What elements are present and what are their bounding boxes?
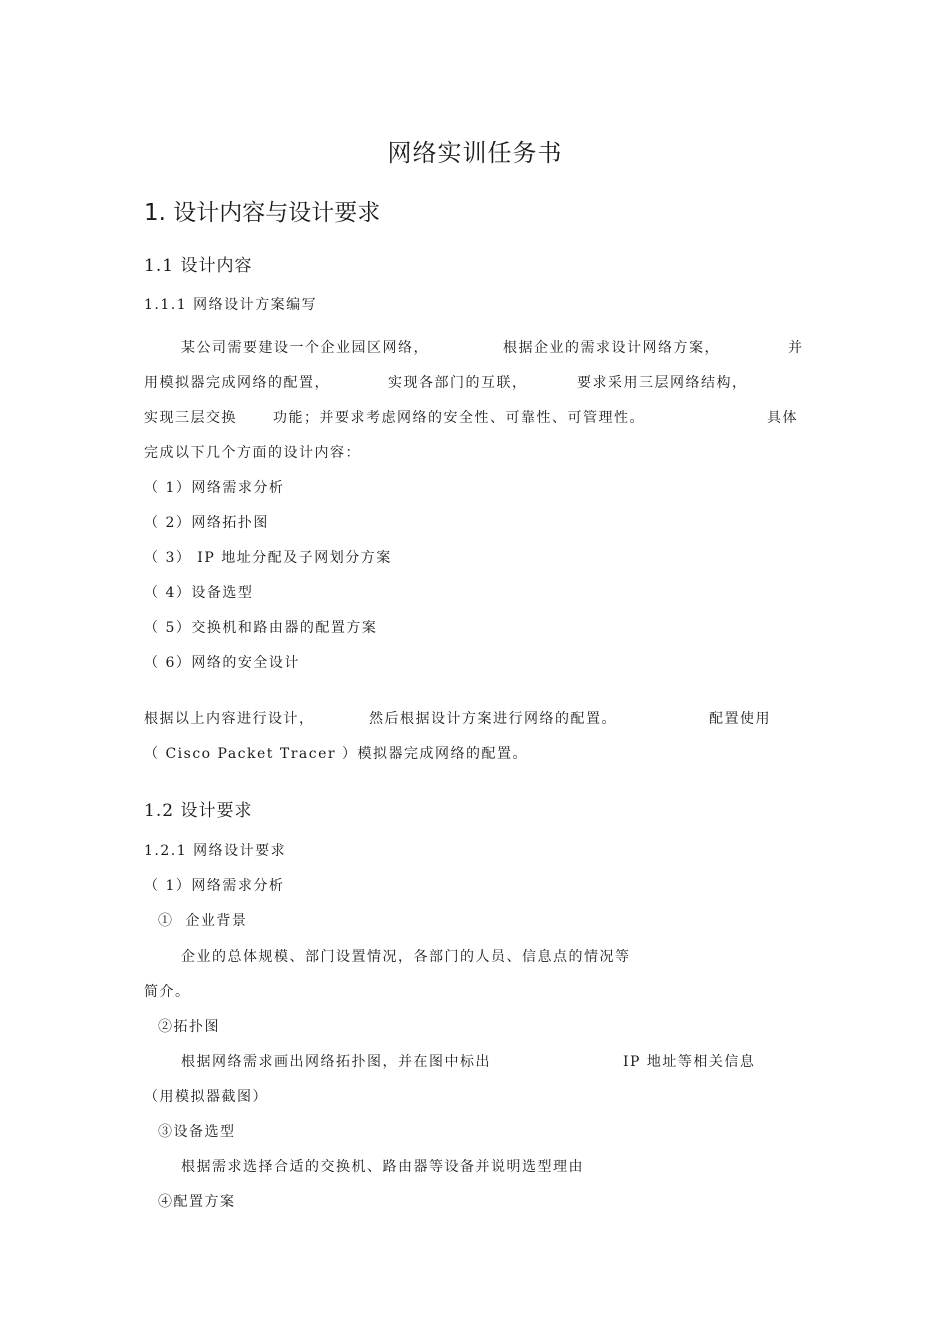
subsection-heading: 1.2 设计要求: [144, 801, 253, 821]
paragraph-line: 企业的总体规模、部门设置情况，各部门的人员、信息点的情况等: [181, 949, 631, 965]
subsubsection-heading: 1.1.1 网络设计方案编写: [144, 297, 318, 313]
paragraph-line: （ Cisco Packet Tracer ）模拟器完成网络的配置。: [144, 746, 529, 762]
paragraph-line: 根据以上内容进行设计，: [144, 711, 315, 727]
paragraph-line: （用模拟器截图）: [144, 1089, 268, 1105]
section-heading: 1. 设计内容与设计要求: [144, 200, 381, 226]
paragraph-line: 功能；并要求考虑网络的安全性、可靠性、可管理性。: [273, 410, 645, 426]
paragraph-line: 实现三层交换: [144, 410, 237, 426]
bullet-item: ②拓扑图: [158, 1019, 220, 1035]
list-item: （ 3） IP 地址分配及子网划分方案: [144, 550, 392, 566]
list-item: （ 1）网络需求分析: [144, 480, 285, 496]
list-item: （ 5）交换机和路由器的配置方案: [144, 620, 378, 636]
paragraph-line: 实现各部门的互联，: [388, 375, 528, 391]
list-item: （ 4）设备选型: [144, 585, 254, 601]
bullet-item: ③设备选型: [158, 1124, 236, 1140]
paragraph-line: 简介。: [144, 984, 191, 1000]
subsection-heading: 1.1 设计内容: [144, 256, 253, 276]
list-item: （ 6）网络的安全设计: [144, 655, 300, 671]
paragraph-line: 完成以下几个方面的设计内容：: [144, 445, 361, 461]
paragraph-line: 根据需求选择合适的交换机、路由器等设备并说明选型理由: [181, 1159, 584, 1175]
paragraph-line: 然后根据设计方案进行网络的配置。: [369, 711, 617, 727]
paragraph-line: 根据企业的需求设计网络方案，: [503, 340, 720, 356]
bullet-item: ① 企业背景: [158, 913, 248, 929]
subsubsection-heading: 1.2.1 网络设计要求: [144, 843, 287, 859]
paragraph-line: 要求采用三层网络结构，: [577, 375, 748, 391]
paragraph-line: 配置使用: [709, 711, 771, 727]
paragraph-line: IP 地址等相关信息: [623, 1054, 756, 1070]
paragraph-line: 用模拟器完成网络的配置，: [144, 375, 330, 391]
paragraph-line: 根据网络需求画出网络拓扑图，并在图中标出: [181, 1054, 491, 1070]
list-item: （ 1）网络需求分析: [144, 878, 285, 894]
paragraph-line: 并: [788, 340, 804, 356]
document-title: 网络实训任务书: [387, 139, 563, 167]
paragraph-line: 某公司需要建设一个企业园区网络，: [181, 340, 429, 356]
list-item: （ 2）网络拓扑图: [144, 515, 269, 531]
paragraph-line: 具体: [767, 410, 798, 426]
bullet-item: ④配置方案: [158, 1194, 236, 1210]
